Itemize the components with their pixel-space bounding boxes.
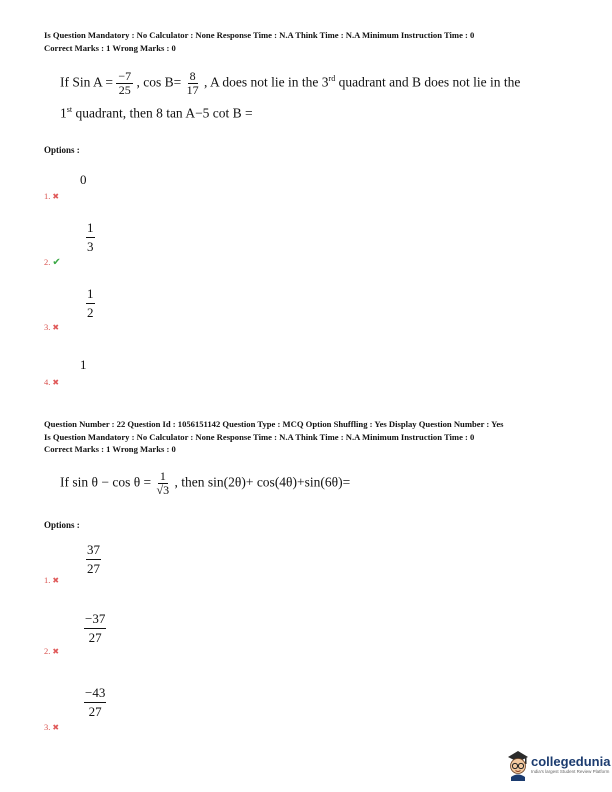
q2-option2[interactable] bbox=[44, 646, 59, 656]
q2-stem-fraction bbox=[155, 470, 172, 497]
q1-option4[interactable] bbox=[44, 377, 59, 387]
q1-sin-den: 25 bbox=[118, 83, 131, 97]
q2-options-label: Options : bbox=[44, 520, 80, 530]
wrong-mark-icon: ✖ bbox=[52, 576, 60, 585]
correct-check-icon: ✔ bbox=[52, 257, 61, 268]
q1-option2-num: 1 bbox=[86, 220, 95, 238]
wrong-mark-icon: ✖ bbox=[52, 647, 60, 656]
wrong-mark-icon: ✖ bbox=[52, 192, 60, 201]
q2-option2-num: −37 bbox=[84, 611, 106, 629]
q1-meta-line1: Is Question Mandatory : No Calculator : None Response Time : N.A Think Time : N.A Minimum Instruction Time : 0 bbox=[44, 30, 475, 40]
q2-option2-den: 27 bbox=[88, 630, 102, 645]
wrong-mark-icon: ✖ bbox=[52, 323, 60, 332]
q1-cos-fraction bbox=[185, 70, 201, 97]
q2-meta-line2: Is Question Mandatory : No Calculator : None Response Time : N.A Think Time : N.A Minimum Instruction Time : 0 bbox=[44, 431, 475, 442]
q2-stem bbox=[60, 470, 350, 497]
q2-option1-number: 1. bbox=[44, 575, 51, 585]
q1-stem-sin: If Sin A = bbox=[60, 74, 113, 90]
q1-stem-line2 bbox=[60, 105, 253, 122]
q1-meta bbox=[44, 29, 474, 54]
q2-stem-num: 1 bbox=[159, 469, 166, 483]
q1-option3-den: 2 bbox=[87, 305, 94, 320]
q1-option1-number: 1. bbox=[44, 191, 51, 201]
q2-option2-number: 2. bbox=[44, 646, 51, 656]
q2-stem-den: √3 bbox=[156, 483, 170, 497]
q2-meta-line1: Question Number : 22 Question Id : 1056151142 Question Type : MCQ Option Shuffling : Yes Display Question Number : Yes bbox=[44, 419, 504, 429]
q2-option1[interactable] bbox=[44, 575, 59, 585]
q1-option4-number: 4. bbox=[44, 377, 51, 387]
q1-stem-cond1: , A does not lie in the 3 bbox=[204, 74, 329, 90]
q1-option3-number: 3. bbox=[44, 322, 51, 332]
q1-cos-num: 8 bbox=[189, 69, 196, 83]
q1-cos-den: 17 bbox=[186, 83, 199, 97]
q1-option3-num: 1 bbox=[86, 286, 95, 304]
q1-sin-num: −7 bbox=[118, 69, 132, 83]
q2-option2-fraction bbox=[84, 611, 106, 646]
mascot-icon bbox=[505, 747, 531, 781]
q1-stem-line2-post: quadrant, then 8 tan A−5 cot B = bbox=[72, 105, 253, 121]
q2-meta bbox=[44, 418, 504, 456]
q1-stem-line1 bbox=[60, 70, 520, 97]
q1-option3[interactable] bbox=[44, 322, 59, 332]
logo-brand: collegedunia bbox=[531, 754, 611, 769]
q1-option2-den: 3 bbox=[87, 239, 94, 254]
q2-option3-den: 27 bbox=[88, 704, 102, 719]
q1-sin-fraction bbox=[116, 70, 133, 97]
logo-tagline: India's largest Student Review Platform bbox=[531, 769, 610, 774]
q1-meta-line2: Correct Marks : 1 Wrong Marks : 0 bbox=[44, 42, 176, 53]
wrong-mark-icon: ✖ bbox=[52, 378, 60, 387]
q2-option3-fraction bbox=[84, 685, 106, 720]
q1-option1[interactable] bbox=[44, 191, 59, 201]
q1-stem-sup2: st bbox=[66, 105, 73, 114]
q2-option3[interactable] bbox=[44, 722, 59, 732]
q1-stem-sup1: rd bbox=[328, 74, 336, 84]
wrong-mark-icon: ✖ bbox=[52, 723, 60, 732]
q2-option3-number: 3. bbox=[44, 722, 51, 732]
q2-option1-den: 27 bbox=[87, 561, 100, 576]
q1-stem-line2-pre: 1 bbox=[60, 105, 67, 121]
q1-option2-fraction bbox=[86, 220, 95, 255]
q2-option3-num: −43 bbox=[84, 685, 106, 703]
q1-stem-cos: , cos B= bbox=[136, 74, 182, 90]
q2-meta-line3: Correct Marks : 1 Wrong Marks : 0 bbox=[44, 444, 176, 454]
q2-stem-post: , then sin(2θ)+ cos(4θ)+sin(6θ)= bbox=[174, 474, 351, 490]
q2-stem-pre: If sin θ − cos θ = bbox=[60, 474, 152, 490]
q1-option1-value: 0 bbox=[80, 172, 87, 187]
q1-stem-cond2: quadrant and B does not lie in the bbox=[335, 74, 521, 90]
q1-options-label: Options : bbox=[44, 145, 80, 155]
q2-option1-fraction bbox=[86, 542, 101, 577]
q1-option2-number: 2. bbox=[44, 257, 51, 267]
collegedunia-logo bbox=[505, 747, 610, 781]
q1-option4-value: 1 bbox=[80, 357, 87, 372]
logo-text bbox=[531, 754, 610, 774]
q2-option1-num: 37 bbox=[86, 542, 101, 560]
q1-option2[interactable] bbox=[44, 257, 61, 268]
q1-option3-fraction bbox=[86, 286, 95, 321]
